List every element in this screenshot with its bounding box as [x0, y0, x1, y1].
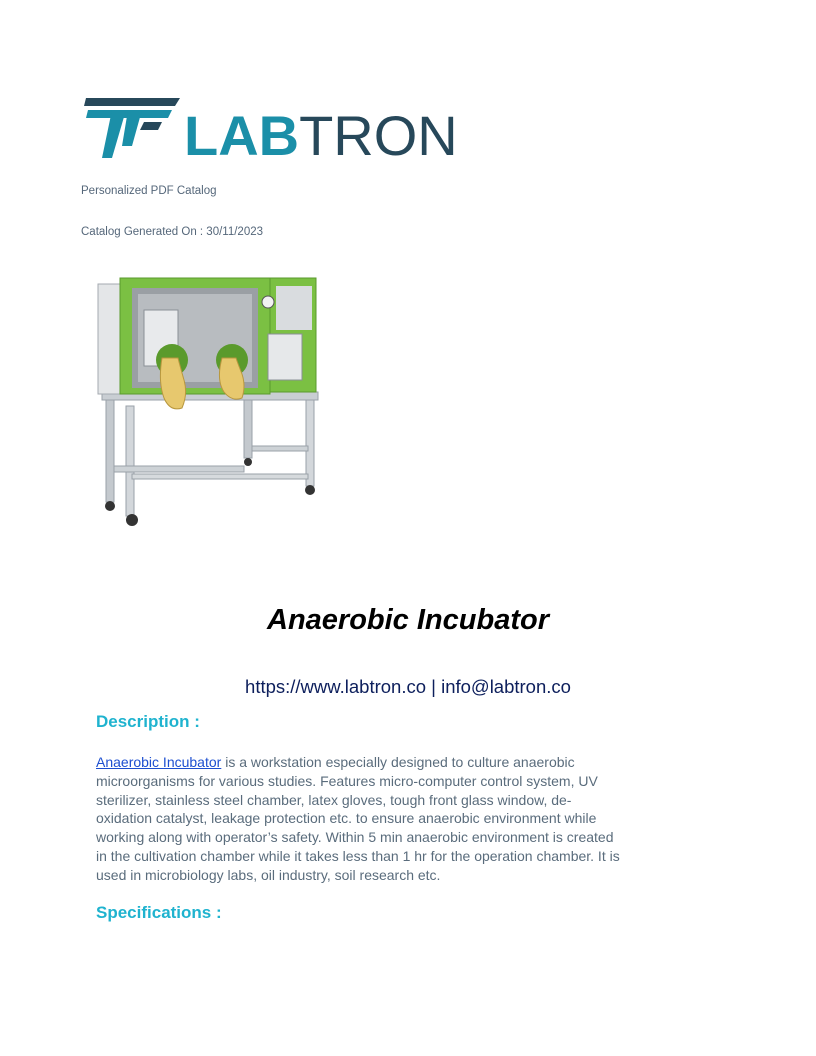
description-body: is a workstation especially designed to culture anaerobic microorganisms for various studies. Features micro-computer control system, UV sterilizer, stainless steel chamber, latex gloves, tough front glass window, de-oxidation catalyst, leakage protection etc. to ensure anaerobic environment while working along with operator’s safety. Within 5 min anaerobic environment is created in the cultivation chamber while it takes less than 1 hr for the operation chamber. It is used in microbiology labs, oil industry, soil research etc.: [96, 754, 620, 883]
catalog-generated-label: Catalog Generated On : 30/11/2023: [81, 226, 264, 238]
description-text: [96, 753, 626, 885]
specifications-heading: Specifications :: [96, 903, 222, 922]
product-title: Anaerobic Incubator: [267, 604, 549, 636]
brand-lab: LAB: [184, 104, 300, 167]
contact-line: https://www.labtron.co | info@labtron.co: [245, 676, 571, 697]
brand-tron: TRON: [299, 104, 458, 167]
product-link[interactable]: Anaerobic Incubator: [96, 754, 222, 770]
anaerobic-incubator-image: [92, 274, 324, 532]
brand-wordmark: [184, 106, 458, 166]
description-heading: Description :: [96, 712, 200, 731]
catalog-type-label: Personalized PDF Catalog: [81, 185, 217, 197]
